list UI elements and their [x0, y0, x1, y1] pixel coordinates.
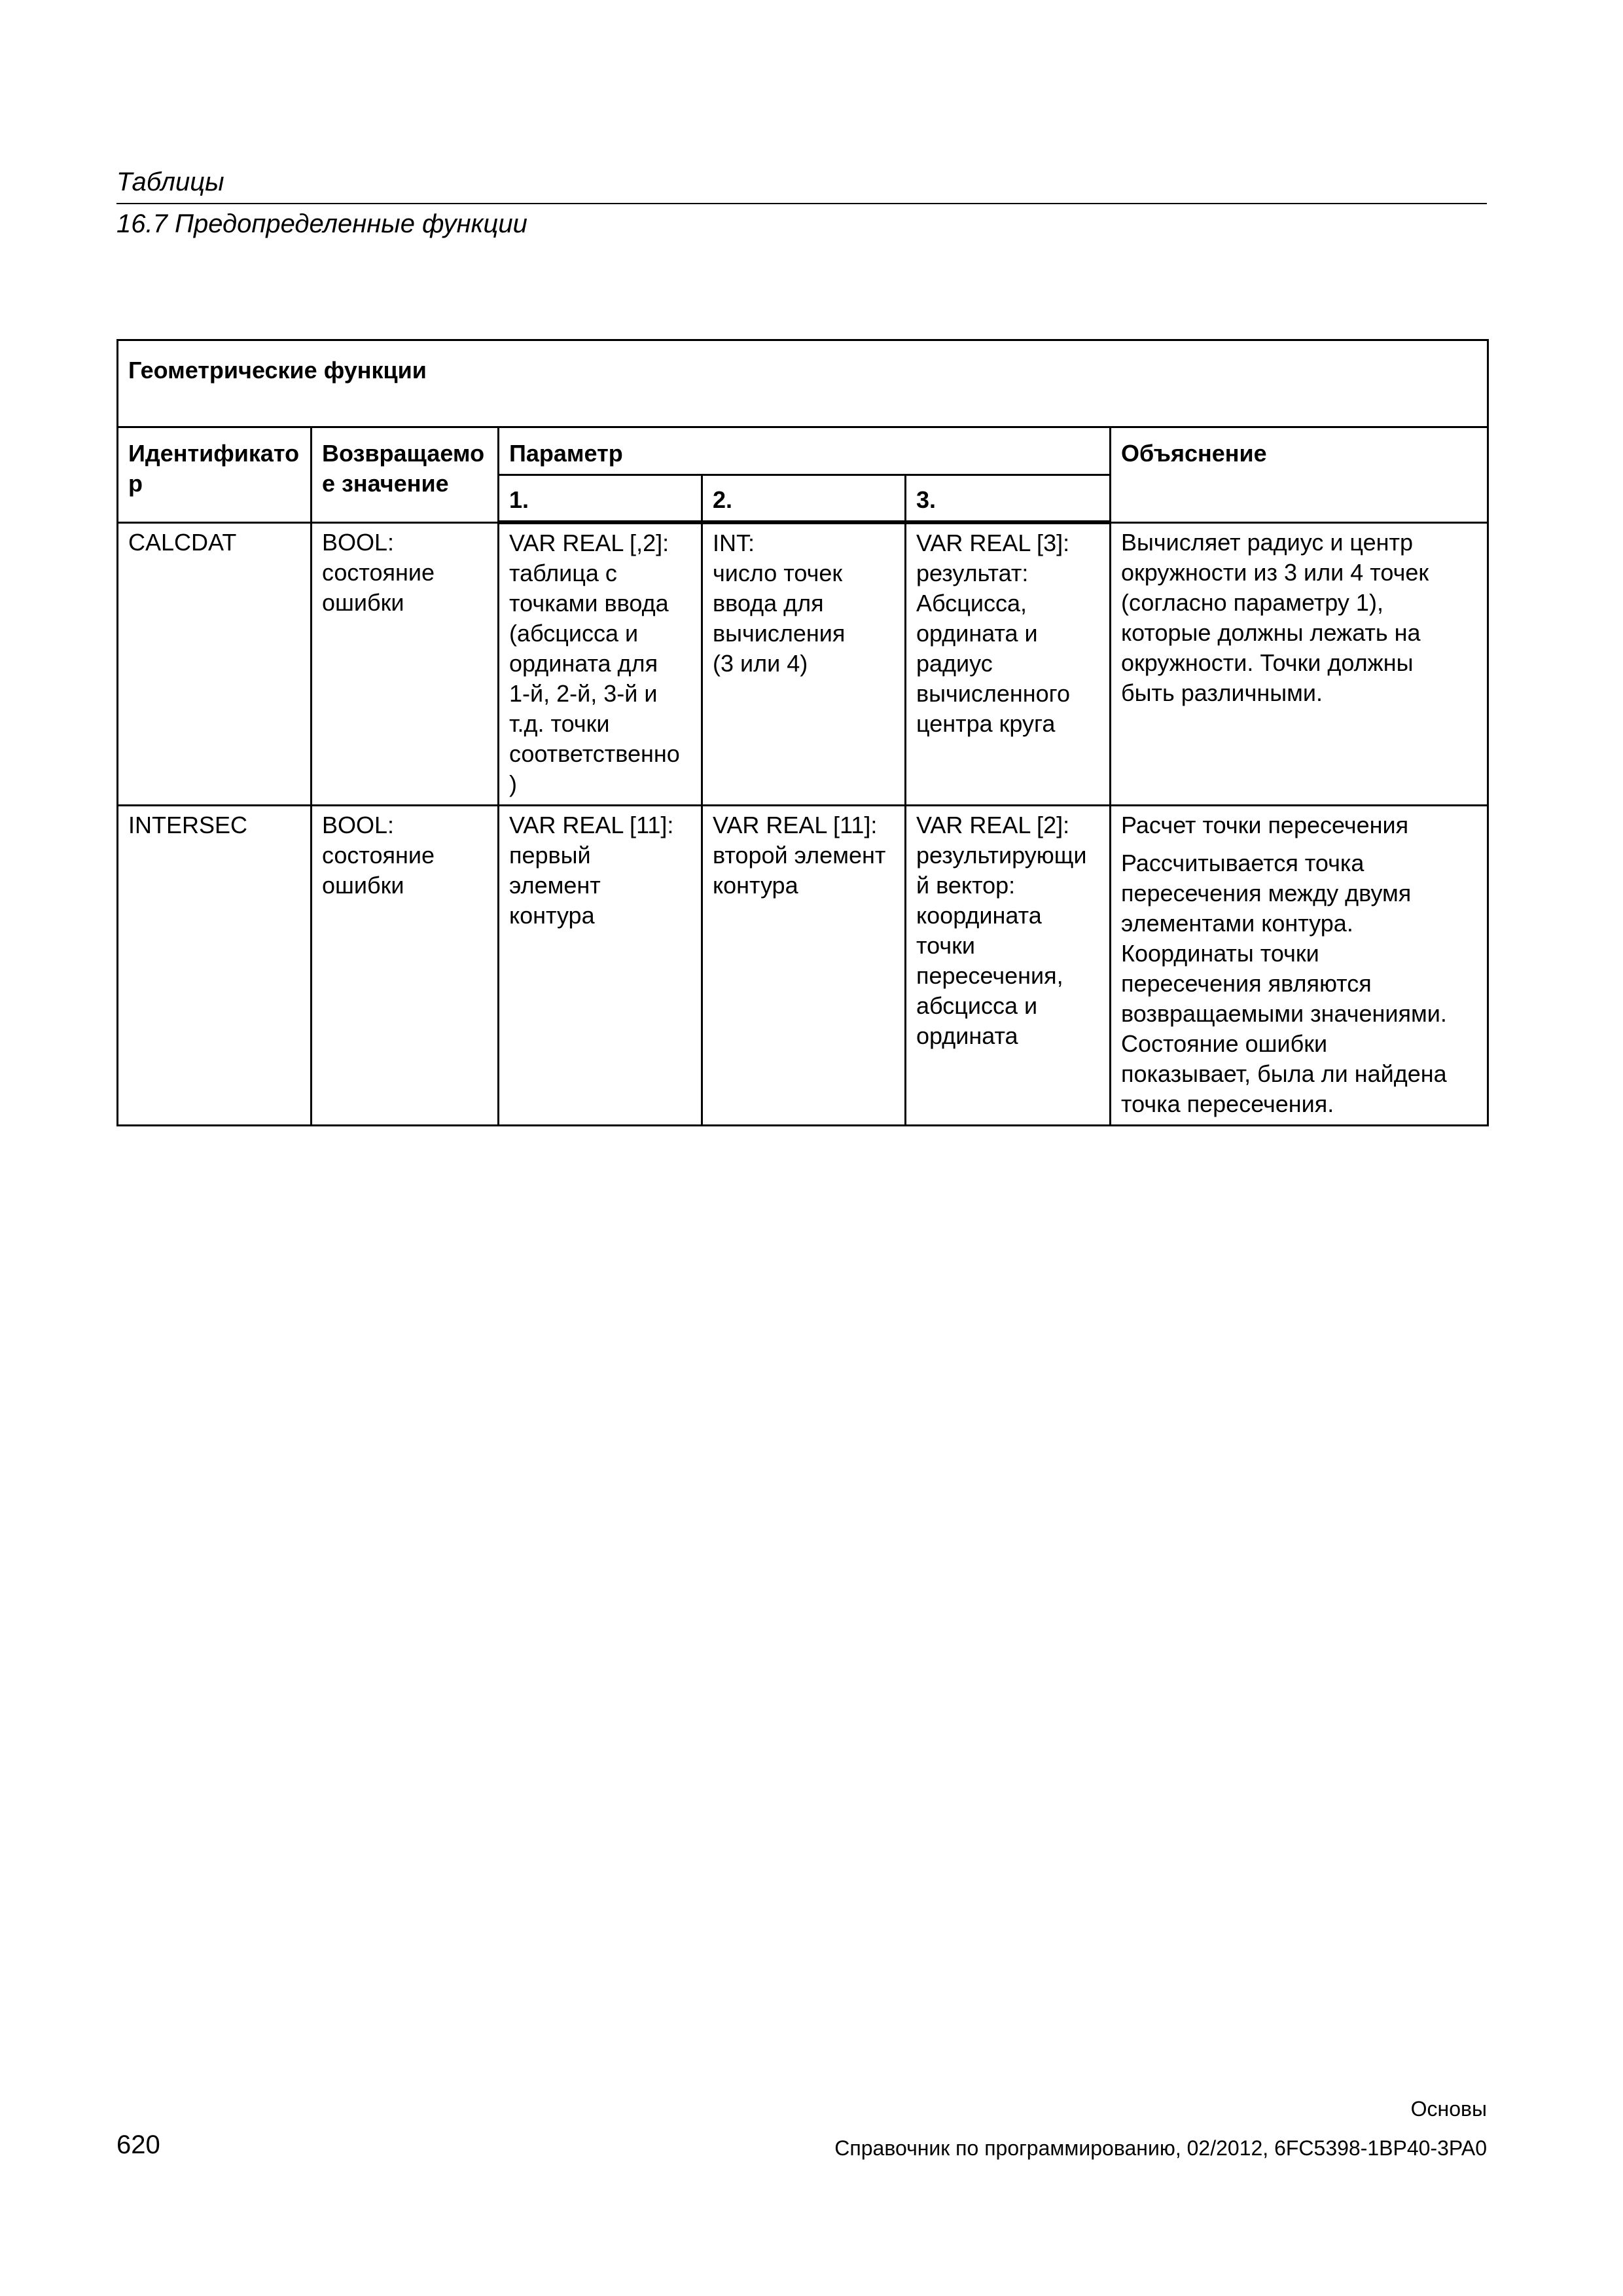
cell-param-3: VAR REAL [2]: результирующи й вектор: координата точки пересечения, абсцисса и ордината [906, 806, 1111, 1126]
cell-return-value: BOOL: состояние ошибки [312, 522, 499, 806]
cell-param-1: VAR REAL [,2]: таблица с точками ввода (абсцисса и ордината для 1-й, 2-й, 3-й и т.д. точки соответственно ) [499, 522, 702, 806]
cell-explanation: Расчет точки пересечения Рассчитывается точка пересечения между двумя элементами контура. Координаты точки пересечения являются возвращаемыми значениями. Состояние ошибки показывает, была ли найдена точка пересечения. [1111, 806, 1488, 1126]
table-row [118, 522, 1488, 806]
column-header-parameter: Параметр [499, 427, 1111, 475]
chapter-title: Таблицы [116, 168, 224, 196]
column-header-return-value: Возвращаемо е значение [312, 427, 499, 523]
cell-param-2: INT: число точек ввода для вычисления (3 или 4) [702, 522, 906, 806]
table-title: Геометрические функции [118, 340, 1488, 427]
cell-param-3: VAR REAL [3]: результат: Абсцисса, ордината и радиус вычисленного центра круга [906, 522, 1111, 806]
table-header-row [118, 427, 1488, 475]
column-header-param-3: 3. [906, 475, 1111, 523]
cell-param-2: VAR REAL [11]: второй элемент контура [702, 806, 906, 1126]
page-number: 620 [116, 2130, 160, 2159]
section-title: 16.7 Предопределенные функции [116, 209, 527, 238]
table-row [118, 806, 1488, 1126]
cell-identifier: CALCDAT [118, 522, 312, 806]
column-header-explanation: Объяснение [1111, 427, 1488, 523]
cell-param-1: VAR REAL [11]: первый элемент контура [499, 806, 702, 1126]
running-header [116, 164, 1487, 242]
column-header-identifier: Идентификато р [118, 427, 312, 523]
column-header-param-2: 2. [702, 475, 906, 523]
cell-identifier: INTERSEC [118, 806, 312, 1126]
header-rule [116, 203, 1487, 204]
cell-explanation: Вычисляет радиус и центр окружности из 3 или 4 точек (согласно параметру 1), которые должны лежать на окружности. Точки должны быть различными. [1111, 522, 1488, 806]
footer-reference: Справочник по программированию, 02/2012, 6FC5398-1BP40-3PA0 [834, 2136, 1487, 2160]
cell-return-value: BOOL: состояние ошибки [312, 806, 499, 1126]
table-title-row [118, 340, 1488, 427]
footer-document-title: Основы [1410, 2097, 1487, 2121]
geometric-functions-table [116, 339, 1489, 1126]
column-header-param-1: 1. [499, 475, 702, 523]
